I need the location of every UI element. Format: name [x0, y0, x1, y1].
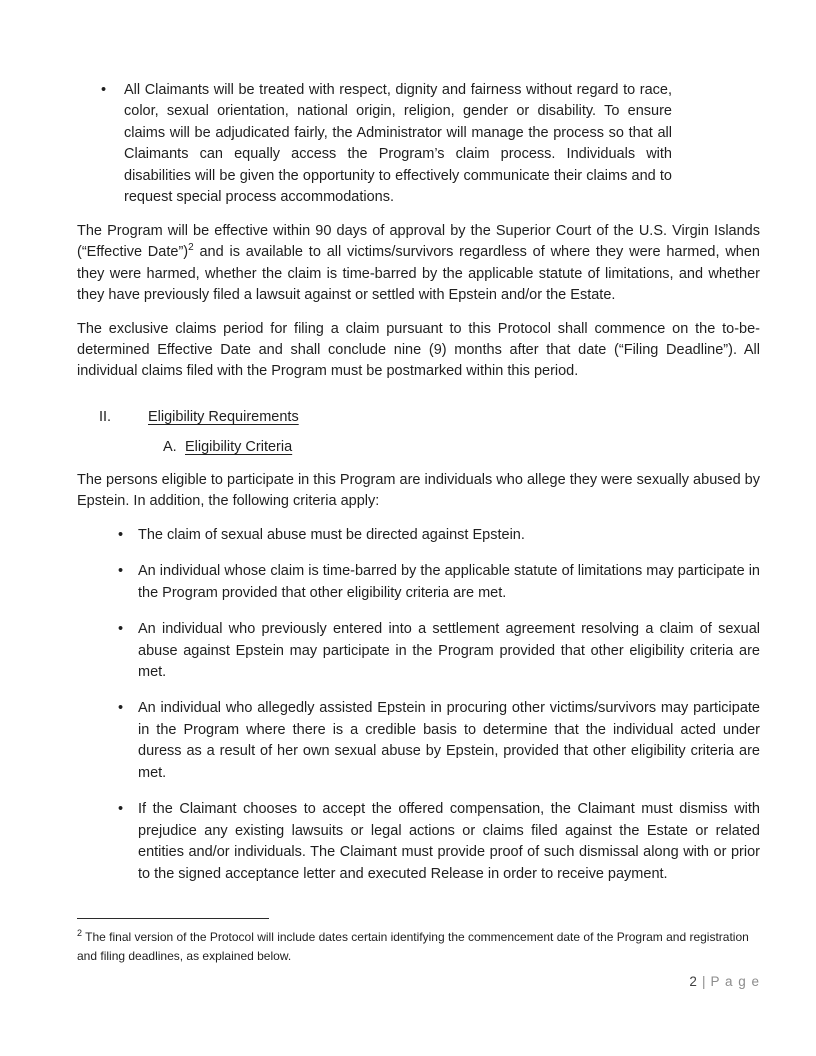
page-footer [77, 972, 760, 992]
paragraph-text: and is available to all victims/survivors regardless of where they were harmed, when they were harmed, whether the claim is time-barred by the applicable statute of limitations, and whether they have previously filed a lawsuit against or settled with Epstein and/or the Estate. [77, 244, 760, 304]
bullet-icon: • [118, 700, 124, 717]
list-item [118, 698, 760, 784]
footnote-body: The final version of the Protocol will include dates certain identifying the commencement date of the Program and registration and filing deadlines, as explained below. [77, 930, 749, 964]
subsection-title: Eligibility Criteria [185, 439, 293, 456]
paragraph-eligibility-intro: The persons eligible to participate in this Program are individuals who allege they were sexually abused by Epstein. In addition, the following criteria apply: [77, 471, 760, 510]
bullet-text: The claim of sexual abuse must be directed against Epstein. [138, 526, 525, 543]
footer-page-word: P a g e [710, 974, 760, 990]
bullet-icon: • [101, 82, 107, 98]
list-item [118, 525, 760, 546]
bullet-text: An individual who allegedly assisted Epstein in procuring other victims/survivors may participate in the Program where there is a credible basis to determine that the individual acted under duress as a result of her own sexual abuse by Epstein, provided that other eligibility criteria are met. [138, 700, 760, 781]
bullet-icon: • [118, 801, 124, 818]
paragraph-text: The Program will be effective within 90 days of approval by the Superior Court of the U.S. Virgin Islands (“Effective Date”) [77, 222, 760, 261]
bullet-icon: • [118, 621, 124, 638]
section-heading-eligibility-requirements [77, 407, 760, 428]
list-item [118, 619, 760, 683]
subsection-letter: A. [163, 439, 177, 456]
footnote-reference-2: 2 [188, 242, 194, 254]
bullet-text: All Claimants will be treated with respect, dignity and fairness without regard to race, color, sexual orientation, national origin, religion, gender or disability. To ensure claims will be adjudicated fairly, the Administrator will manage the process so that all Claimants can equally access the Program’s claim process. Individuals with disabilities will be given the opportunity to effectively communicate their claims and to request special process accommodations. [124, 82, 672, 206]
claimant-treatment-bullet-list [77, 80, 672, 209]
list-item [101, 80, 672, 209]
section-number: II. [99, 408, 112, 425]
paragraph-claims-period: The exclusive claims period for filing a claim pursuant to this Protocol shall commence on the to-be-determined Effective Date and shall conclude nine (9) months after that date (“Filing Deadline”). All individual claims filed with the Program must be postmarked within this period. [77, 320, 760, 380]
page-number: 2 [689, 974, 697, 990]
eligibility-criteria-bullet-list [77, 525, 760, 885]
footnote-marker: 2 [77, 928, 83, 938]
paragraph-effective-date [77, 221, 760, 307]
bullet-icon: • [118, 563, 124, 580]
bullet-text: An individual whose claim is time-barred by the applicable statute of limitations may participate in the Program provided that other eligibility criteria are met. [138, 563, 760, 601]
bullet-text: An individual who previously entered into a settlement agreement resolving a claim of sexual abuse against Epstein may participate in the Program provided that other eligibility criteria are met. [138, 621, 760, 680]
footer-separator: | [701, 974, 706, 990]
footnote-area [77, 918, 760, 992]
list-item [118, 561, 760, 604]
footnote-text [77, 928, 760, 966]
bullet-text: If the Claimant chooses to accept the offered compensation, the Claimant must dismiss with prejudice any existing lawsuits or legal actions or claims filed against the Estate or related entities and/or individuals. The Claimant must provide proof of such dismissal along with or prior to the signed acceptance letter and executed Release in order to receive payment. [138, 801, 760, 882]
list-item [118, 799, 760, 885]
footnote-separator-rule [77, 918, 269, 919]
subsection-heading-eligibility-criteria [163, 437, 760, 458]
bullet-icon: • [118, 526, 124, 543]
section-title: Eligibility Requirements [148, 408, 299, 425]
